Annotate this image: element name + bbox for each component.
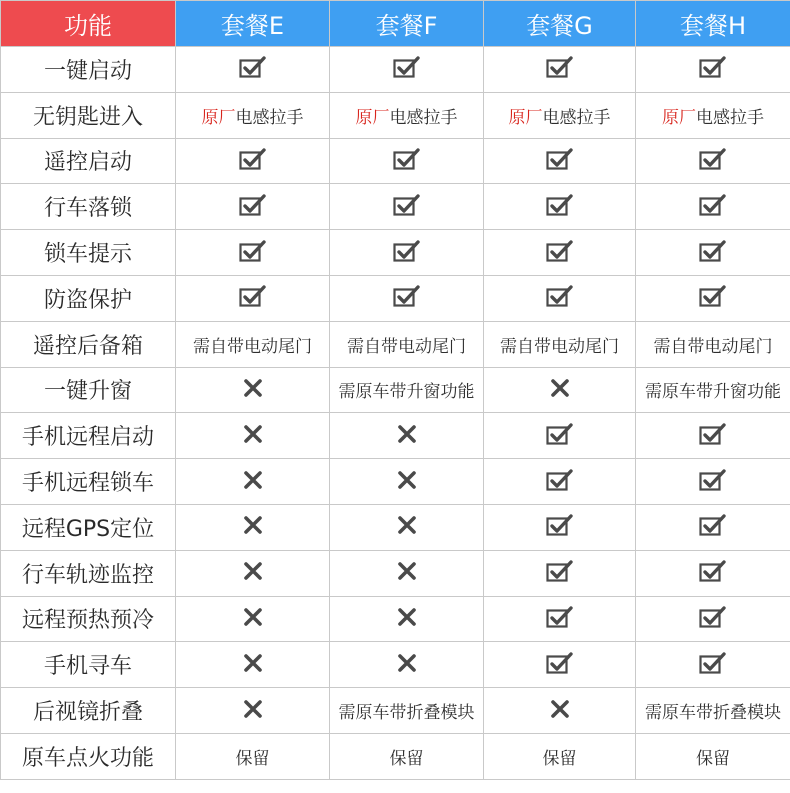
plan-e-cell: [176, 230, 330, 276]
check-box-icon: [546, 193, 574, 221]
check-box-icon: [546, 55, 574, 83]
plan-e-cell: [176, 596, 330, 642]
check-box-icon: [699, 55, 727, 83]
table-row: [1, 184, 790, 230]
table-row: [1, 459, 790, 505]
feature-name: 无钥匙进入: [1, 92, 176, 138]
check-box-icon: [699, 513, 727, 541]
cross-icon: [243, 561, 263, 585]
plan-f-note: 需原车带折叠模块: [330, 688, 484, 734]
plan-f-cell: [330, 230, 484, 276]
check-box-icon: [699, 468, 727, 496]
plan-h-cell: [636, 138, 790, 184]
check-box-icon: [393, 284, 421, 312]
feature-name: 锁车提示: [1, 230, 176, 276]
table-row: [1, 550, 790, 596]
table-row: [1, 733, 790, 779]
feature-name: 一键升窗: [1, 367, 176, 413]
plan-e-cell: [176, 92, 330, 138]
plan-h-note: 需原车带折叠模块: [636, 688, 790, 734]
feature-name: 防盗保护: [1, 275, 176, 321]
table-row: [1, 47, 790, 93]
plan-e-cell: [176, 504, 330, 550]
factory-original-label: 原厂: [201, 107, 236, 128]
plan-f-cell: [330, 47, 484, 93]
plan-e-cell: [176, 138, 330, 184]
check-box-icon: [239, 147, 267, 175]
plan-h-note: 需自带电动尾门: [636, 321, 790, 367]
check-box-icon: [546, 651, 574, 679]
plan-g-cell: [484, 504, 636, 550]
check-box-icon: [699, 605, 727, 633]
check-box-icon: [546, 147, 574, 175]
check-box-icon: [699, 147, 727, 175]
plan-e-cell: [176, 688, 330, 734]
cross-icon: [243, 515, 263, 539]
plan-header-f: 套餐F: [330, 1, 484, 47]
keyless-handle-label: 电感拉手: [696, 107, 764, 128]
plan-f-cell: [330, 138, 484, 184]
check-box-icon: [546, 605, 574, 633]
cross-icon: [397, 515, 417, 539]
plan-e-cell: [176, 184, 330, 230]
plan-f-cell: [330, 413, 484, 459]
plan-g-cell: [484, 275, 636, 321]
check-box-icon: [699, 559, 727, 587]
table-row: [1, 275, 790, 321]
table-row: [1, 321, 790, 367]
plan-g-cell: [484, 642, 636, 688]
plan-f-cell: [330, 550, 484, 596]
keyless-handle-label: 电感拉手: [542, 107, 611, 128]
check-box-icon: [546, 239, 574, 267]
cross-icon: [397, 653, 417, 677]
plan-h-cell: [636, 596, 790, 642]
feature-name: 手机远程锁车: [1, 459, 176, 505]
plan-h-cell: [636, 642, 790, 688]
plan-h-cell: [636, 92, 790, 138]
factory-original-label: 原厂: [508, 107, 543, 128]
plan-h-cell: [636, 504, 790, 550]
check-box-icon: [239, 284, 267, 312]
plan-g-cell: [484, 596, 636, 642]
cross-icon: [550, 378, 570, 402]
cross-icon: [397, 607, 417, 631]
cross-icon: [243, 470, 263, 494]
feature-name: 遥控启动: [1, 138, 176, 184]
check-box-icon: [546, 513, 574, 541]
plan-header-g: 套餐G: [484, 1, 636, 47]
table-row: [1, 596, 790, 642]
plan-h-cell: [636, 230, 790, 276]
factory-original-label: 原厂: [662, 107, 696, 128]
feature-name: 行车落锁: [1, 184, 176, 230]
plan-e-cell: [176, 275, 330, 321]
plan-h-note: 保留: [636, 733, 790, 779]
plan-h-cell: [636, 184, 790, 230]
plan-f-cell: [330, 275, 484, 321]
plan-h-note: 需原车带升窗功能: [636, 367, 790, 413]
plan-header-h: 套餐H: [636, 1, 790, 47]
cross-icon: [243, 699, 263, 723]
check-box-icon: [393, 147, 421, 175]
table-row: [1, 504, 790, 550]
plan-f-cell: [330, 642, 484, 688]
table-row: [1, 413, 790, 459]
plan-e-cell: [176, 367, 330, 413]
plan-g-cell: [484, 184, 636, 230]
plan-h-cell: [636, 550, 790, 596]
header-row: [1, 1, 790, 47]
feature-name: 远程GPS定位: [1, 504, 176, 550]
check-box-icon: [239, 55, 267, 83]
plan-f-cell: [330, 459, 484, 505]
check-box-icon: [699, 239, 727, 267]
plan-g-cell: [484, 92, 636, 138]
check-box-icon: [546, 468, 574, 496]
check-box-icon: [393, 239, 421, 267]
plan-g-cell: [484, 688, 636, 734]
cross-icon: [397, 424, 417, 448]
check-box-icon: [546, 422, 574, 450]
check-box-icon: [393, 55, 421, 83]
cross-icon: [397, 470, 417, 494]
table-row: [1, 230, 790, 276]
plan-e-cell: [176, 47, 330, 93]
check-box-icon: [699, 422, 727, 450]
plan-e-cell: [176, 413, 330, 459]
table-row: [1, 367, 790, 413]
plan-g-cell: [484, 413, 636, 459]
plan-e-note: 需自带电动尾门: [176, 321, 330, 367]
cross-icon: [550, 699, 570, 723]
plan-h-cell: [636, 459, 790, 505]
keyless-handle-label: 电感拉手: [235, 107, 304, 128]
table-row: [1, 92, 790, 138]
plan-g-cell: [484, 367, 636, 413]
plan-e-note: 保留: [176, 733, 330, 779]
plan-e-cell: [176, 550, 330, 596]
feature-name: 手机远程启动: [1, 413, 176, 459]
plan-g-note: 保留: [484, 733, 636, 779]
plan-g-cell: [484, 47, 636, 93]
cross-icon: [243, 378, 263, 402]
check-box-icon: [699, 284, 727, 312]
feature-name: 原车点火功能: [1, 733, 176, 779]
table-row: [1, 642, 790, 688]
cross-icon: [243, 424, 263, 448]
plan-f-note: 需原车带升窗功能: [330, 367, 484, 413]
plan-g-cell: [484, 138, 636, 184]
cross-icon: [243, 653, 263, 677]
plan-e-cell: [176, 459, 330, 505]
table-row: [1, 138, 790, 184]
plan-h-cell: [636, 275, 790, 321]
factory-original-label: 原厂: [355, 107, 390, 128]
table-row: [1, 688, 790, 734]
plan-f-cell: [330, 184, 484, 230]
cross-icon: [243, 607, 263, 631]
keyless-handle-label: 电感拉手: [389, 107, 458, 128]
plan-g-note: 需自带电动尾门: [484, 321, 636, 367]
plan-g-cell: [484, 550, 636, 596]
feature-column-header: 功能: [1, 1, 176, 47]
plan-h-cell: [636, 413, 790, 459]
check-box-icon: [546, 284, 574, 312]
feature-name: 遥控后备箱: [1, 321, 176, 367]
check-box-icon: [699, 651, 727, 679]
feature-name: 一键启动: [1, 47, 176, 93]
plan-f-cell: [330, 504, 484, 550]
check-box-icon: [393, 193, 421, 221]
check-box-icon: [239, 193, 267, 221]
cross-icon: [397, 561, 417, 585]
plan-h-cell: [636, 47, 790, 93]
plan-g-cell: [484, 230, 636, 276]
plan-f-note: 需自带电动尾门: [330, 321, 484, 367]
plan-f-cell: [330, 92, 484, 138]
feature-name: 后视镜折叠: [1, 688, 176, 734]
table-body: [1, 47, 790, 780]
plan-e-cell: [176, 642, 330, 688]
plan-header-e: 套餐E: [176, 1, 330, 47]
feature-name: 行车轨迹监控: [1, 550, 176, 596]
plan-f-note: 保留: [330, 733, 484, 779]
check-box-icon: [546, 559, 574, 587]
feature-name: 手机寻车: [1, 642, 176, 688]
feature-name: 远程预热预冷: [1, 596, 176, 642]
plan-f-cell: [330, 596, 484, 642]
check-box-icon: [699, 193, 727, 221]
check-box-icon: [239, 239, 267, 267]
plan-g-cell: [484, 459, 636, 505]
